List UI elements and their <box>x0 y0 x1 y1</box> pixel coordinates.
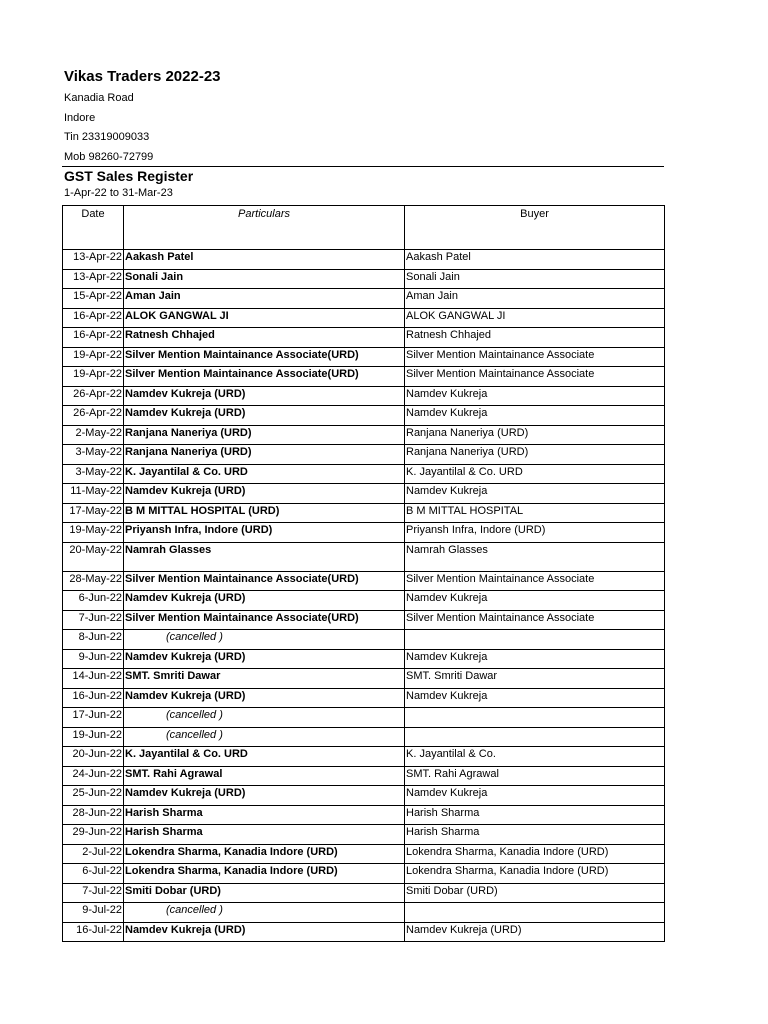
cell-particulars: Harish Sharma <box>124 805 405 825</box>
cell-date: 14-Jun-22 <box>63 669 124 689</box>
cell-particulars: B M MITTAL HOSPITAL (URD) <box>124 503 405 523</box>
cell-buyer: Aman Jain <box>405 289 665 309</box>
cell-buyer: Ranjana Naneriya (URD) <box>405 445 665 465</box>
cell-particulars: Silver Mention Maintainance Associate(URD) <box>124 347 405 367</box>
cell-particulars: Silver Mention Maintainance Associate(URD) <box>124 367 405 387</box>
table-row <box>63 250 665 270</box>
cell-date: 11-May-22 <box>63 484 124 504</box>
table-row <box>63 591 665 611</box>
cell-date: 7-Jun-22 <box>63 610 124 630</box>
cell-buyer <box>405 727 665 747</box>
cell-buyer: Smiti Dobar (URD) <box>405 883 665 903</box>
table-row <box>63 844 665 864</box>
cell-date: 16-Jul-22 <box>63 922 124 942</box>
cell-date: 8-Jun-22 <box>63 630 124 650</box>
table-row <box>63 922 665 942</box>
cell-date: 20-Jun-22 <box>63 747 124 767</box>
cell-buyer: B M MITTAL HOSPITAL <box>405 503 665 523</box>
cell-particulars: Ranjana Naneriya (URD) <box>124 445 405 465</box>
column-header-date: Date <box>63 206 124 250</box>
cell-buyer <box>405 708 665 728</box>
header-divider <box>62 166 664 167</box>
cell-date: 13-Apr-22 <box>63 269 124 289</box>
table-row <box>63 464 665 484</box>
cell-buyer: Harish Sharma <box>405 825 665 845</box>
cell-date: 19-Apr-22 <box>63 367 124 387</box>
table-row <box>63 883 665 903</box>
cell-particulars: Namdev Kukreja (URD) <box>124 484 405 504</box>
cell-buyer: Namdev Kukreja <box>405 406 665 426</box>
table-row <box>63 347 665 367</box>
cell-buyer: Lokendra Sharma, Kanadia Indore (URD) <box>405 864 665 884</box>
cell-particulars: (cancelled ) <box>124 708 405 728</box>
company-header <box>64 68 664 167</box>
cell-date: 7-Jul-22 <box>63 883 124 903</box>
cell-date: 25-Jun-22 <box>63 786 124 806</box>
cell-particulars: Namrah Glasses <box>124 542 405 571</box>
table-row <box>63 903 665 923</box>
cell-date: 9-Jul-22 <box>63 903 124 923</box>
table-row <box>63 864 665 884</box>
column-header-buyer: Buyer <box>405 206 665 250</box>
cell-buyer: Namdev Kukreja <box>405 484 665 504</box>
table-row <box>63 766 665 786</box>
report-period: 1-Apr-22 to 31-Mar-23 <box>64 187 173 199</box>
cell-date: 19-Apr-22 <box>63 347 124 367</box>
cell-date: 16-Apr-22 <box>63 308 124 328</box>
cell-particulars: Aakash Patel <box>124 250 405 270</box>
table-row <box>63 484 665 504</box>
cell-buyer: Silver Mention Maintainance Associate <box>405 571 665 591</box>
table-row <box>63 503 665 523</box>
cell-particulars: K. Jayantilal & Co. URD <box>124 747 405 767</box>
table-row <box>63 308 665 328</box>
cell-date: 3-May-22 <box>63 445 124 465</box>
cell-date: 15-Apr-22 <box>63 289 124 309</box>
cell-date: 19-May-22 <box>63 523 124 543</box>
cell-date: 6-Jul-22 <box>63 864 124 884</box>
table-row <box>63 708 665 728</box>
cell-buyer: Aakash Patel <box>405 250 665 270</box>
cell-date: 3-May-22 <box>63 464 124 484</box>
cell-buyer: Harish Sharma <box>405 805 665 825</box>
cell-particulars: Harish Sharma <box>124 825 405 845</box>
cell-buyer: Namdev Kukreja <box>405 386 665 406</box>
cell-date: 29-Jun-22 <box>63 825 124 845</box>
table-row <box>63 328 665 348</box>
cell-date: 17-Jun-22 <box>63 708 124 728</box>
cell-date: 28-May-22 <box>63 571 124 591</box>
cell-buyer: Namdev Kukreja <box>405 649 665 669</box>
cell-particulars: Namdev Kukreja (URD) <box>124 649 405 669</box>
cell-buyer: Silver Mention Maintainance Associate <box>405 347 665 367</box>
cell-particulars: Namdev Kukreja (URD) <box>124 591 405 611</box>
table-row <box>63 523 665 543</box>
sales-register-table <box>62 205 665 942</box>
address-line-1: Kanadia Road <box>64 92 134 104</box>
cell-buyer: Namdev Kukreja <box>405 786 665 806</box>
table-row <box>63 747 665 767</box>
cell-particulars: Smiti Dobar (URD) <box>124 883 405 903</box>
cell-date: 24-Jun-22 <box>63 766 124 786</box>
table-row <box>63 269 665 289</box>
cell-buyer: K. Jayantilal & Co. URD <box>405 464 665 484</box>
cell-buyer: ALOK GANGWAL JI <box>405 308 665 328</box>
table-row <box>63 727 665 747</box>
cell-buyer: Namdev Kukreja <box>405 688 665 708</box>
cell-particulars: Sonali Jain <box>124 269 405 289</box>
table-row <box>63 542 665 571</box>
cell-particulars: K. Jayantilal & Co. URD <box>124 464 405 484</box>
column-header-particulars: Particulars <box>124 206 405 250</box>
table-row <box>63 649 665 669</box>
address-line-2: Indore <box>64 111 96 124</box>
cell-buyer: SMT. Smriti Dawar <box>405 669 665 689</box>
cell-particulars: Silver Mention Maintainance Associate(URD) <box>124 571 405 591</box>
cell-buyer: Sonali Jain <box>405 269 665 289</box>
tin-number: Tin 23319009033 <box>64 131 150 143</box>
cell-buyer: Silver Mention Maintainance Associate <box>405 610 665 630</box>
table-row <box>63 688 665 708</box>
table-body <box>63 250 665 942</box>
table-row <box>63 786 665 806</box>
cell-particulars: Priyansh Infra, Indore (URD) <box>124 523 405 543</box>
cell-particulars: Silver Mention Maintainance Associate(URD) <box>124 610 405 630</box>
cell-date: 19-Jun-22 <box>63 727 124 747</box>
cell-particulars: Namdev Kukreja (URD) <box>124 406 405 426</box>
table-row <box>63 445 665 465</box>
cell-buyer: Silver Mention Maintainance Associate <box>405 367 665 387</box>
cell-buyer: SMT. Rahi Agrawal <box>405 766 665 786</box>
table-row <box>63 367 665 387</box>
cell-particulars: Lokendra Sharma, Kanadia Indore (URD) <box>124 864 405 884</box>
cell-buyer: Namdev Kukreja <box>405 591 665 611</box>
report-title: GST Sales Register <box>64 168 194 184</box>
cell-buyer: Namrah Glasses <box>405 542 665 571</box>
cell-date: 13-Apr-22 <box>63 250 124 270</box>
cell-buyer <box>405 630 665 650</box>
cell-date: 6-Jun-22 <box>63 591 124 611</box>
cell-date: 17-May-22 <box>63 503 124 523</box>
table-row <box>63 805 665 825</box>
cell-particulars: Aman Jain <box>124 289 405 309</box>
cell-date: 20-May-22 <box>63 542 124 571</box>
table-row <box>63 610 665 630</box>
cell-buyer: Ratnesh Chhajed <box>405 328 665 348</box>
cell-particulars: Ratnesh Chhajed <box>124 328 405 348</box>
cell-particulars: SMT. Rahi Agrawal <box>124 766 405 786</box>
cell-particulars: Lokendra Sharma, Kanadia Indore (URD) <box>124 844 405 864</box>
cell-particulars: Namdev Kukreja (URD) <box>124 786 405 806</box>
table-row <box>63 386 665 406</box>
cell-buyer: Namdev Kukreja (URD) <box>405 922 665 942</box>
cell-date: 9-Jun-22 <box>63 649 124 669</box>
cell-date: 16-Apr-22 <box>63 328 124 348</box>
cell-buyer: Lokendra Sharma, Kanadia Indore (URD) <box>405 844 665 864</box>
company-name: Vikas Traders 2022-23 <box>64 68 221 85</box>
table-row <box>63 289 665 309</box>
cell-date: 26-Apr-22 <box>63 386 124 406</box>
table-row <box>63 630 665 650</box>
cell-particulars: Ranjana Naneriya (URD) <box>124 425 405 445</box>
table-row <box>63 825 665 845</box>
cell-particulars: (cancelled ) <box>124 630 405 650</box>
cell-buyer <box>405 903 665 923</box>
table-row <box>63 425 665 445</box>
cell-buyer: Ranjana Naneriya (URD) <box>405 425 665 445</box>
table-row <box>63 669 665 689</box>
cell-date: 2-Jul-22 <box>63 844 124 864</box>
cell-particulars: SMT. Smriti Dawar <box>124 669 405 689</box>
cell-date: 16-Jun-22 <box>63 688 124 708</box>
cell-particulars: Namdev Kukreja (URD) <box>124 386 405 406</box>
table-header-row <box>63 206 665 250</box>
table-row <box>63 406 665 426</box>
cell-particulars: ALOK GANGWAL JI <box>124 308 405 328</box>
mobile-number: Mob 98260-72799 <box>64 150 154 163</box>
cell-date: 26-Apr-22 <box>63 406 124 426</box>
cell-particulars: (cancelled ) <box>124 727 405 747</box>
cell-date: 28-Jun-22 <box>63 805 124 825</box>
cell-particulars: (cancelled ) <box>124 903 405 923</box>
cell-buyer: K. Jayantilal & Co. <box>405 747 665 767</box>
cell-buyer: Priyansh Infra, Indore (URD) <box>405 523 665 543</box>
cell-particulars: Namdev Kukreja (URD) <box>124 688 405 708</box>
cell-particulars: Namdev Kukreja (URD) <box>124 922 405 942</box>
cell-date: 2-May-22 <box>63 425 124 445</box>
table-row <box>63 571 665 591</box>
